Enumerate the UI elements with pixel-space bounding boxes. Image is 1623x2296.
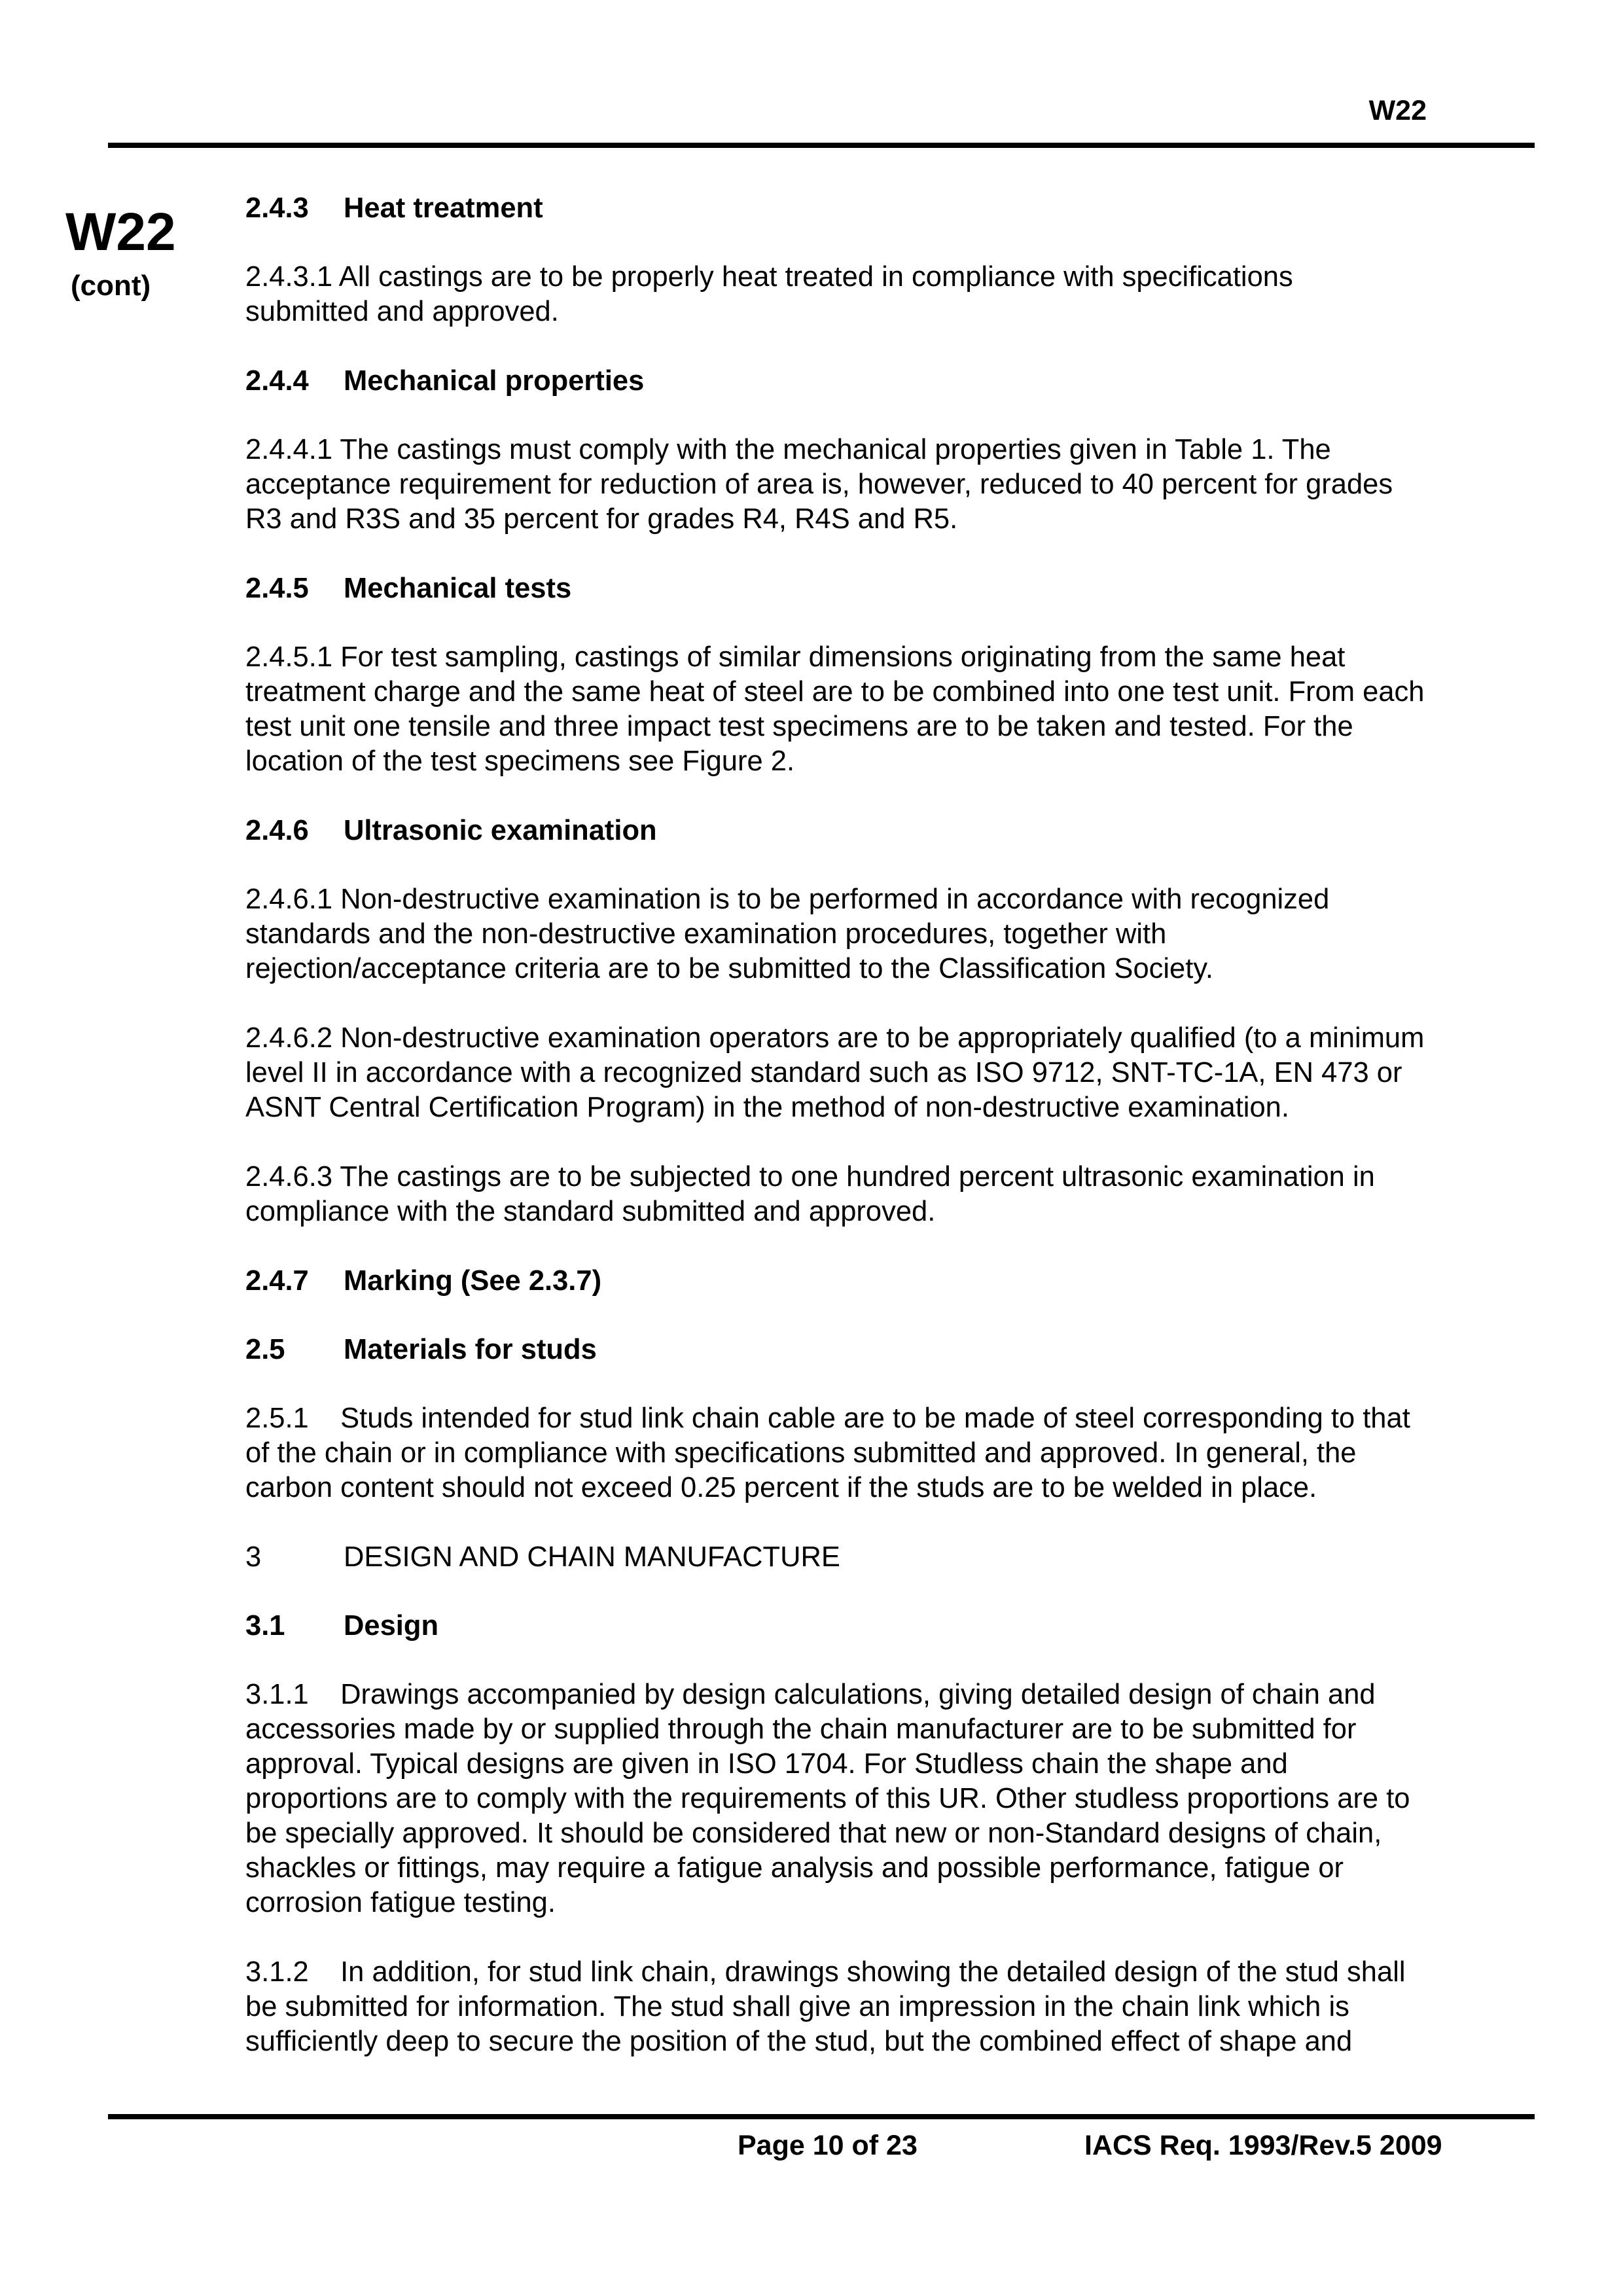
paragraph-line: be submitted for information. The stud shall give an impression in the chain link which is — [245, 1991, 1349, 2022]
paragraph-2-5-1 — [245, 1401, 1522, 1505]
footer-document-reference: IACS Req. 1993/Rev.5 2009 — [1084, 2130, 1442, 2161]
paragraph-line: 2.5.1 Studs intended for stud link chain cable are to be made of steel corresponding to that — [245, 1403, 1410, 1434]
section-heading-2-4-6 — [245, 814, 1522, 848]
paragraph-line: rejection/acceptance criteria are to be submitted to the Classification Society. — [245, 953, 1213, 984]
paragraph-line: standards and the non-destructive examination procedures, together with — [245, 918, 1167, 950]
paragraph-line: 2.4.5.1 For test sampling, castings of similar dimensions originating from the same heat — [245, 641, 1346, 673]
section-heading-2-5 — [245, 1333, 1522, 1367]
section-heading-2-4-3 — [245, 191, 1522, 226]
section-number: 3 — [245, 1541, 262, 1573]
paragraph-line: 3.1.2 In addition, for stud link chain, drawings showing the detailed design of the stud shall — [245, 1956, 1406, 1988]
paragraph-line: sufficiently deep to secure the position of the stud, but the combined effect of shape and — [245, 2026, 1353, 2057]
section-title: Mechanical tests — [344, 573, 572, 604]
paragraph-line: shackles or fittings, may require a fatigue analysis and possible performance, fatigue or — [245, 1852, 1344, 1884]
document-body — [245, 191, 1522, 2094]
section-heading-2-4-5 — [245, 571, 1522, 606]
paragraph-line: test unit one tensile and three impact test specimens are to be taken and tested. For the — [245, 711, 1353, 742]
section-heading-2-4-7 — [245, 1264, 1522, 1299]
paragraph-2-4-6-2 — [245, 1021, 1522, 1125]
section-number: 2.5 — [245, 1334, 285, 1365]
paragraph-line: corrosion fatigue testing. — [245, 1887, 556, 1918]
section-heading-3 — [245, 1540, 1522, 1575]
paragraph-line: approval. Typical designs are given in ISO 1704. For Studless chain the shape and — [245, 1748, 1288, 1780]
section-number: 2.4.3 — [245, 192, 309, 224]
paragraph-line: 2.4.4.1 The castings must comply with the mechanical properties given in Table 1. The — [245, 434, 1331, 465]
paragraph-line: 2.4.3.1 All castings are to be properly heat treated in compliance with specifications — [245, 261, 1293, 293]
section-heading-2-4-4 — [245, 364, 1522, 399]
paragraph-line: 2.4.6.2 Non-destructive examination operators are to be appropriately qualified (to a minimum — [245, 1022, 1425, 1054]
section-title: Ultrasonic examination — [344, 815, 657, 846]
paragraph-line: 2.4.6.3 The castings are to be subjected to one hundred percent ultrasonic examination in — [245, 1161, 1375, 1193]
paragraph-line: proportions are to comply with the requirements of this UR. Other studless proportions are to — [245, 1783, 1410, 1814]
paragraph-line: level II in accordance with a recognized standard such as ISO 9712, SNT-TC-1A, EN 473 or — [245, 1057, 1402, 1088]
header-document-code: W22 — [1368, 95, 1427, 126]
section-title: Mechanical properties — [344, 365, 645, 397]
paragraph-line: of the chain or in compliance with specifications submitted and approved. In general, the — [245, 1437, 1357, 1469]
side-cont-label: (cont) — [71, 270, 151, 302]
section-title: Heat treatment — [344, 192, 543, 224]
footer-rule — [108, 2114, 1535, 2119]
paragraph-line: compliance with the standard submitted and approved. — [245, 1196, 936, 1227]
paragraph-3-1-2 — [245, 1955, 1522, 2059]
section-number: 2.4.4 — [245, 365, 309, 397]
footer-page-number: Page 10 of 23 — [738, 2130, 918, 2161]
paragraph-line: location of the test specimens see Figure 2. — [245, 745, 795, 777]
paragraph-2-4-6-3 — [245, 1160, 1522, 1229]
paragraph-2-4-4-1 — [245, 433, 1522, 537]
paragraph-2-4-6-1 — [245, 882, 1522, 986]
paragraph-line: R3 and R3S and 35 percent for grades R4, R4S and R5. — [245, 503, 958, 535]
paragraph-line: 2.4.6.1 Non-destructive examination is to be performed in accordance with recognized — [245, 884, 1330, 915]
section-number: 2.4.5 — [245, 573, 309, 604]
header-rule — [108, 143, 1535, 148]
section-title: Marking (See 2.3.7) — [344, 1265, 602, 1297]
paragraph-line: acceptance requirement for reduction of area is, however, reduced to 40 percent for grades — [245, 469, 1393, 500]
section-number: 2.4.6 — [245, 815, 309, 846]
section-number: 3.1 — [245, 1610, 285, 1641]
paragraph-line: 3.1.1 Drawings accompanied by design calculations, giving detailed design of chain and — [245, 1679, 1376, 1710]
section-heading-3-1 — [245, 1609, 1522, 1643]
section-title: Materials for studs — [344, 1334, 597, 1365]
paragraph-2-4-3-1 — [245, 260, 1522, 329]
paragraph-line: submitted and approved. — [245, 296, 559, 327]
section-title: Design — [344, 1610, 439, 1641]
paragraph-2-4-5-1 — [245, 640, 1522, 779]
paragraph-line: accessories made by or supplied through the chain manufacturer are to be submitted for — [245, 1713, 1357, 1745]
section-title: DESIGN AND CHAIN MANUFACTURE — [344, 1541, 840, 1573]
paragraph-3-1-1 — [245, 1677, 1522, 1920]
side-document-code: W22 — [65, 202, 176, 262]
section-number: 2.4.7 — [245, 1265, 309, 1297]
paragraph-line: treatment charge and the same heat of steel are to be combined into one test unit. From each — [245, 676, 1425, 708]
paragraph-line: carbon content should not exceed 0.25 percent if the studs are to be welded in place. — [245, 1472, 1317, 1503]
paragraph-line: be specially approved. It should be considered that new or non-Standard designs of chain, — [245, 1818, 1382, 1849]
paragraph-line: ASNT Central Certification Program) in the method of non-destructive examination. — [245, 1092, 1289, 1123]
